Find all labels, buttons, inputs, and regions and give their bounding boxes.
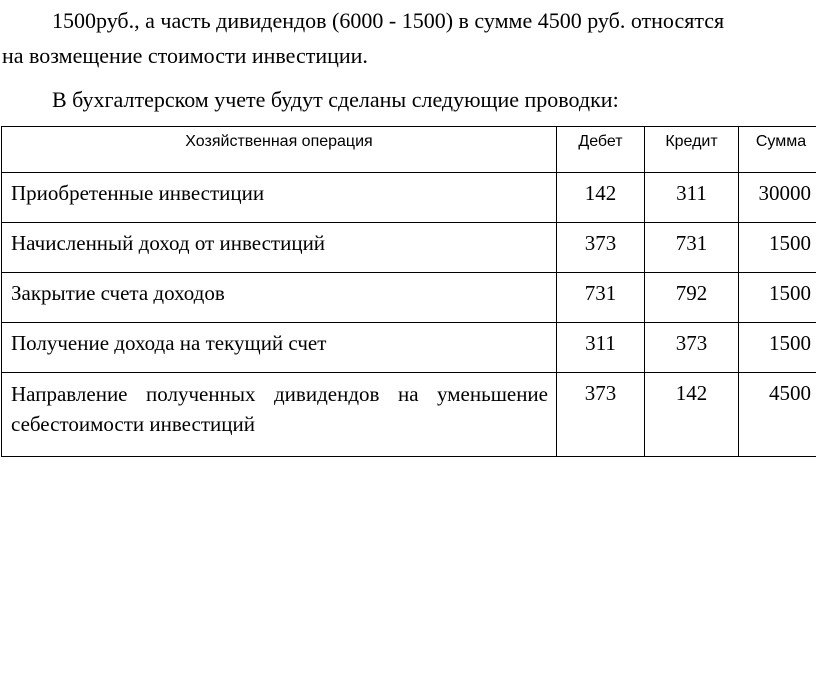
cell-debit: 373	[557, 373, 645, 457]
cell-debit: 373	[557, 223, 645, 273]
postings-table	[1, 126, 816, 457]
header-operation: Хозяйственная операция	[2, 127, 557, 173]
table-row	[2, 323, 816, 373]
cell-debit: 311	[557, 323, 645, 373]
cell-credit: 311	[645, 173, 739, 223]
table-row	[2, 223, 816, 273]
paragraph-line-1: 1500руб., а часть дивидендов (6000 - 1500) в сумме 4500 руб. относятся	[52, 8, 725, 33]
paragraph-line-2: на возмещение стоимости инвестиции.	[2, 43, 368, 68]
cell-sum: 1500	[739, 273, 816, 323]
header-debit: Дебет	[557, 127, 645, 173]
table-row	[2, 173, 816, 223]
paragraph-line-3: В бухгалтерском учете будут сделаны следующие проводки:	[52, 87, 619, 112]
cell-credit: 142	[645, 373, 739, 457]
cell-credit: 373	[645, 323, 739, 373]
cell-debit: 731	[557, 273, 645, 323]
cell-operation: Приобретенные инвестиции	[2, 173, 557, 223]
cell-operation: Начисленный доход от инвестиций	[2, 223, 557, 273]
cell-sum: 4500	[739, 373, 816, 457]
header-credit: Кредит	[645, 127, 739, 173]
cell-debit: 142	[557, 173, 645, 223]
cell-credit: 731	[645, 223, 739, 273]
cell-operation: Направление полученных дивидендов на уменьшение себестоимости инвестиций	[2, 373, 557, 457]
cell-sum: 1500	[739, 323, 816, 373]
cell-sum: 1500	[739, 223, 816, 273]
header-sum: Сумма	[739, 127, 816, 173]
cell-credit: 792	[645, 273, 739, 323]
cell-sum: 30000	[739, 173, 816, 223]
table-row	[2, 373, 816, 457]
cell-operation: Закрытие счета доходов	[2, 273, 557, 323]
cell-operation: Получение дохода на текущий счет	[2, 323, 557, 373]
table-row	[2, 273, 816, 323]
table-header-row	[2, 127, 816, 173]
